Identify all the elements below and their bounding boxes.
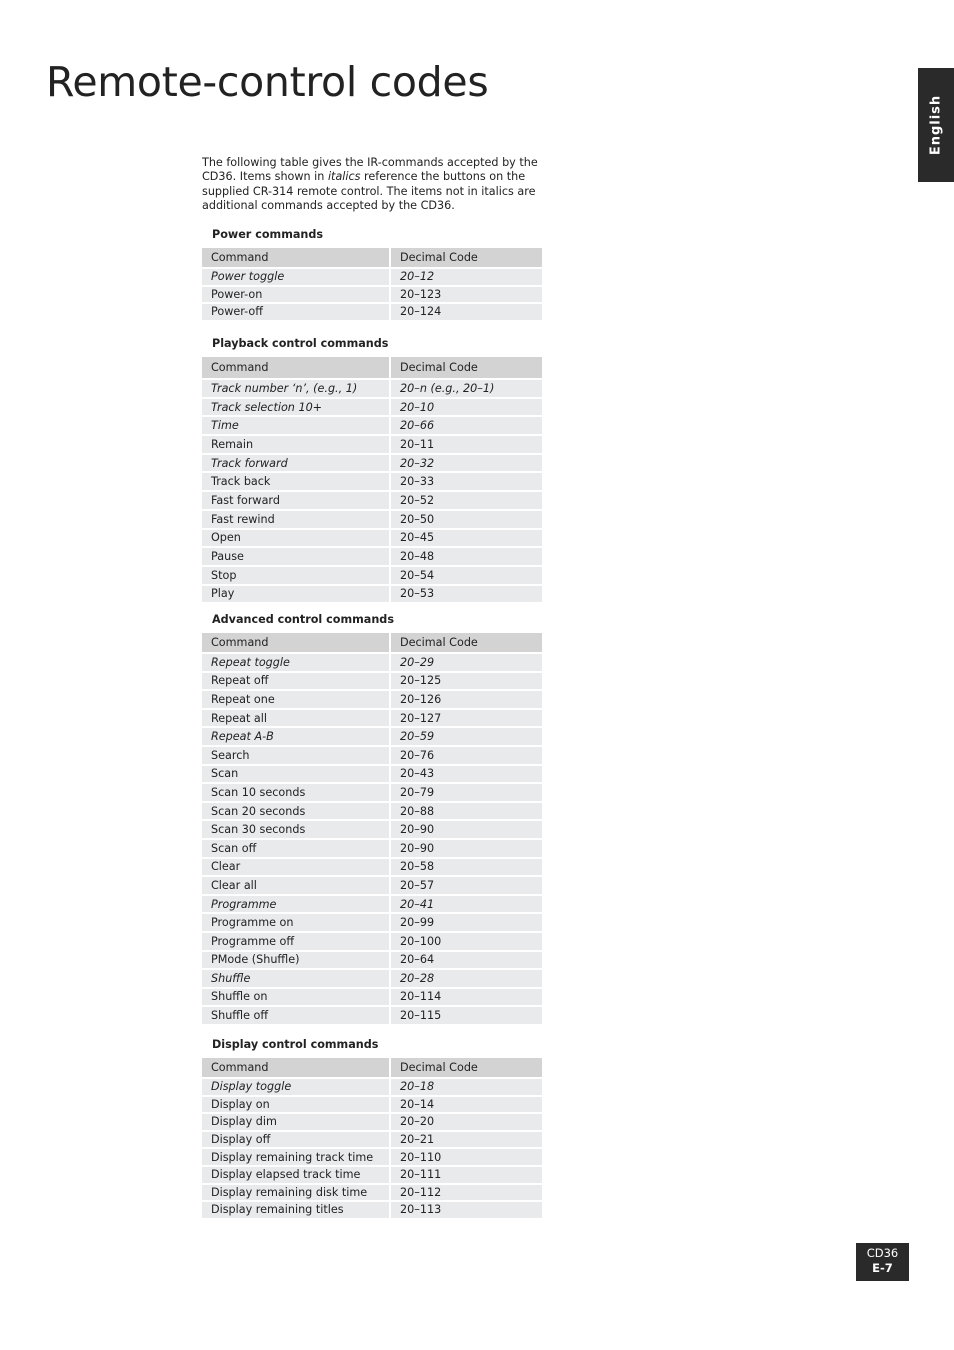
table-row	[202, 783, 542, 802]
section-title: Advanced control commands	[212, 613, 394, 626]
table-row	[202, 727, 542, 746]
page-footer-badge	[856, 1243, 909, 1281]
command-cell: Display remaining titles	[202, 1201, 390, 1219]
code-cell: 20–10	[390, 398, 542, 417]
table-row	[202, 709, 542, 728]
code-cell: 20–111	[390, 1166, 542, 1184]
command-cell: Scan 10 seconds	[202, 783, 390, 802]
command-cell: Repeat off	[202, 672, 390, 691]
code-cell: 20–110	[390, 1148, 542, 1166]
column-header-command: Command	[202, 248, 390, 268]
column-header-code: Decimal Code	[390, 248, 542, 268]
command-cell: Shuffle	[202, 969, 390, 988]
table-row	[202, 690, 542, 709]
section-display-commands	[202, 1038, 542, 1220]
table-row	[202, 435, 542, 454]
table-row	[202, 510, 542, 529]
table-row	[202, 1148, 542, 1166]
language-tab-label: English	[928, 94, 944, 156]
table-row	[202, 1078, 542, 1096]
code-cell: 20–32	[390, 454, 542, 473]
command-cell: Fast rewind	[202, 510, 390, 529]
table-row	[202, 653, 542, 672]
command-cell: Power-off	[202, 303, 390, 321]
table-row	[202, 268, 542, 286]
command-cell: Repeat A-B	[202, 727, 390, 746]
command-cell: Programme on	[202, 913, 390, 932]
command-cell: Repeat all	[202, 709, 390, 728]
table-row	[202, 1096, 542, 1114]
intro-text-1: The following table gives the IR-commands accepted by the CD36. Items shown in	[202, 156, 538, 184]
intro-text-2: reference the buttons on the supplied CR-314 remote control. The items not in italics are additional commands accepted by the CD36.	[202, 170, 536, 213]
command-cell: Shuffle on	[202, 988, 390, 1007]
code-cell: 20–50	[390, 510, 542, 529]
table-row	[202, 379, 542, 398]
code-cell: 20–113	[390, 1201, 542, 1219]
code-cell: 20–127	[390, 709, 542, 728]
command-cell: Open	[202, 529, 390, 548]
column-header-command: Command	[202, 633, 390, 653]
table-row	[202, 988, 542, 1007]
command-cell: Search	[202, 746, 390, 765]
language-tab	[918, 68, 954, 182]
command-cell: Track forward	[202, 454, 390, 473]
table-row	[202, 416, 542, 435]
code-cell: 20–76	[390, 746, 542, 765]
code-cell: 20–79	[390, 783, 542, 802]
table-row	[202, 765, 542, 784]
code-cell: 20–41	[390, 895, 542, 914]
command-cell: PMode (Shuffle)	[202, 951, 390, 970]
table-header-row	[202, 248, 542, 268]
code-cell: 20–90	[390, 839, 542, 858]
command-cell: Display on	[202, 1096, 390, 1114]
section-title: Display control commands	[212, 1038, 379, 1051]
column-header-command: Command	[202, 1058, 390, 1078]
column-header-command: Command	[202, 357, 390, 379]
command-cell: Power-on	[202, 286, 390, 304]
command-cell: Programme off	[202, 932, 390, 951]
advanced-commands-table	[202, 633, 542, 1026]
code-cell: 20–52	[390, 491, 542, 510]
table-row	[202, 454, 542, 473]
code-cell: 20–n (e.g., 20–1)	[390, 379, 542, 398]
table-row	[202, 566, 542, 585]
table-row	[202, 932, 542, 951]
command-cell: Clear	[202, 858, 390, 877]
table-row	[202, 1131, 542, 1149]
table-row	[202, 876, 542, 895]
command-cell: Display toggle	[202, 1078, 390, 1096]
table-row	[202, 820, 542, 839]
code-cell: 20–20	[390, 1113, 542, 1131]
command-cell: Repeat toggle	[202, 653, 390, 672]
code-cell: 20–43	[390, 765, 542, 784]
table-row	[202, 1166, 542, 1184]
table-row	[202, 491, 542, 510]
code-cell: 20–11	[390, 435, 542, 454]
column-header-code: Decimal Code	[390, 357, 542, 379]
table-row	[202, 839, 542, 858]
code-cell: 20–54	[390, 566, 542, 585]
table-row	[202, 1006, 542, 1025]
code-cell: 20–114	[390, 988, 542, 1007]
code-cell: 20–99	[390, 913, 542, 932]
command-cell: Clear all	[202, 876, 390, 895]
command-cell: Display off	[202, 1131, 390, 1149]
section-power-commands	[202, 228, 542, 322]
code-cell: 20–58	[390, 858, 542, 877]
code-cell: 20–112	[390, 1184, 542, 1202]
command-cell: Track selection 10+	[202, 398, 390, 417]
command-cell: Stop	[202, 566, 390, 585]
table-row	[202, 969, 542, 988]
command-cell: Shuffle off	[202, 1006, 390, 1025]
table-row	[202, 286, 542, 304]
code-cell: 20–14	[390, 1096, 542, 1114]
command-cell: Scan off	[202, 839, 390, 858]
command-cell: Track back	[202, 472, 390, 491]
table-row	[202, 398, 542, 417]
intro-italic-word: italics	[327, 170, 361, 184]
code-cell: 20–123	[390, 286, 542, 304]
table-row	[202, 529, 542, 548]
table-row	[202, 472, 542, 491]
code-cell: 20–57	[390, 876, 542, 895]
table-row	[202, 858, 542, 877]
code-cell: 20–100	[390, 932, 542, 951]
code-cell: 20–28	[390, 969, 542, 988]
command-cell: Display dim	[202, 1113, 390, 1131]
section-title: Power commands	[212, 228, 324, 241]
command-cell: Display remaining disk time	[202, 1184, 390, 1202]
command-cell: Programme	[202, 895, 390, 914]
table-row	[202, 547, 542, 566]
intro-paragraph	[202, 156, 547, 214]
code-cell: 20–29	[390, 653, 542, 672]
code-cell: 20–33	[390, 472, 542, 491]
code-cell: 20–21	[390, 1131, 542, 1149]
section-advanced-commands	[202, 613, 542, 1026]
playback-commands-table	[202, 357, 542, 604]
code-cell: 20–125	[390, 672, 542, 691]
footer-model: CD36	[866, 1246, 899, 1260]
table-header-row	[202, 1058, 542, 1078]
footer-page-number: E-7	[872, 1261, 893, 1275]
table-row	[202, 672, 542, 691]
command-cell: Repeat one	[202, 690, 390, 709]
command-cell: Scan 30 seconds	[202, 820, 390, 839]
table-row	[202, 802, 542, 821]
table-row	[202, 913, 542, 932]
display-commands-table	[202, 1058, 542, 1220]
code-cell: 20–12	[390, 268, 542, 286]
code-cell: 20–115	[390, 1006, 542, 1025]
code-cell: 20–48	[390, 547, 542, 566]
column-header-code: Decimal Code	[390, 1058, 542, 1078]
command-cell: Display remaining track time	[202, 1148, 390, 1166]
section-title: Playback control commands	[212, 337, 389, 350]
column-header-code: Decimal Code	[390, 633, 542, 653]
code-cell: 20–66	[390, 416, 542, 435]
command-cell: Play	[202, 585, 390, 604]
command-cell: Scan 20 seconds	[202, 802, 390, 821]
table-row	[202, 303, 542, 321]
command-cell: Pause	[202, 547, 390, 566]
command-cell: Track number ‘n’, (e.g., 1)	[202, 379, 390, 398]
command-cell: Scan	[202, 765, 390, 784]
code-cell: 20–90	[390, 820, 542, 839]
table-row	[202, 746, 542, 765]
code-cell: 20–53	[390, 585, 542, 604]
code-cell: 20–45	[390, 529, 542, 548]
table-row	[202, 895, 542, 914]
table-row	[202, 1184, 542, 1202]
code-cell: 20–64	[390, 951, 542, 970]
command-cell: Time	[202, 416, 390, 435]
code-cell: 20–126	[390, 690, 542, 709]
table-header-row	[202, 357, 542, 379]
page-title: Remote-control codes	[46, 58, 489, 106]
code-cell: 20–59	[390, 727, 542, 746]
command-cell: Display elapsed track time	[202, 1166, 390, 1184]
code-cell: 20–88	[390, 802, 542, 821]
table-row	[202, 1201, 542, 1219]
code-cell: 20–18	[390, 1078, 542, 1096]
command-cell: Fast forward	[202, 491, 390, 510]
command-cell: Remain	[202, 435, 390, 454]
table-row	[202, 1113, 542, 1131]
table-header-row	[202, 633, 542, 653]
table-row	[202, 951, 542, 970]
command-cell: Power toggle	[202, 268, 390, 286]
power-commands-table	[202, 248, 542, 322]
section-playback-commands	[202, 337, 542, 604]
code-cell: 20–124	[390, 303, 542, 321]
table-row	[202, 585, 542, 604]
